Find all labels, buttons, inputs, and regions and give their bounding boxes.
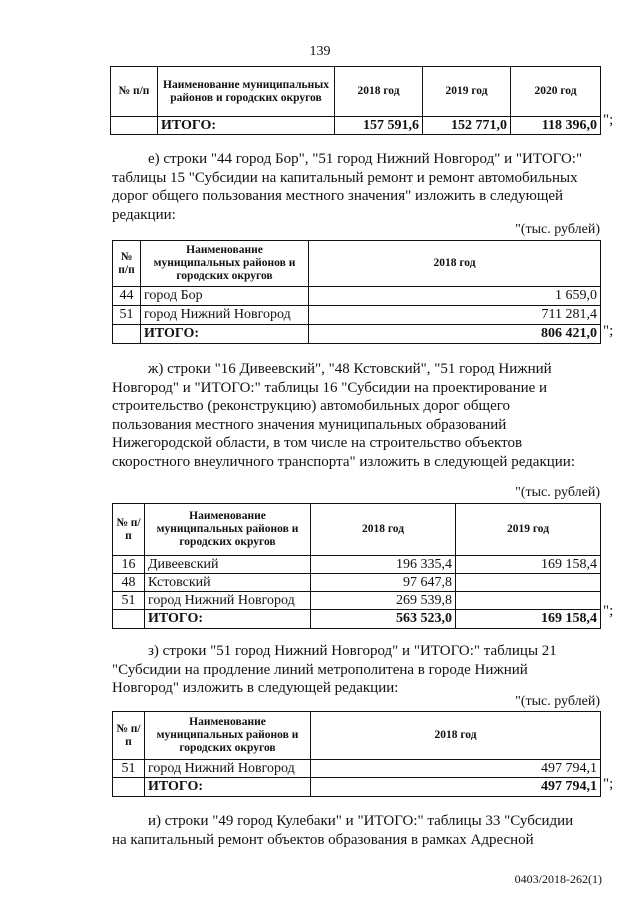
text-line: и) строки "49 город Кулебаки" и "ИТОГО:" таблицы 33 "Субсидии [148,813,574,829]
total-row [111,117,601,135]
row-name: Кстовский [145,574,311,592]
total-row [113,610,601,629]
units-label: "(тыс. рублей) [515,485,600,500]
paragraph-z [112,642,600,698]
col-header-name: Наименование муниципальных районов и городских округов [145,504,311,556]
row-number: 44 [113,287,141,306]
text-line: дорог общего пользования местного значения" изложить в следующей [112,188,564,204]
units-label: "(тыс. рублей) [515,694,600,709]
table-15-fragment [112,240,601,344]
col-header-2019: 2019 год [456,504,601,556]
total-2018: 806 421,0 [309,325,601,344]
row-value-2018: 1 659,0 [309,287,601,306]
col-header-2020: 2020 год [511,67,601,117]
text-line: ж) строки "16 Дивеевский", "48 Кстовский", "51 город Нижний [148,361,552,377]
row-name: город Нижний Новгород [145,592,311,610]
total-label: ИТОГО: [158,117,335,135]
table-1-fragment [110,66,601,135]
row-value-2019 [456,574,601,592]
total-2019: 169 158,4 [456,610,601,629]
col-header-2018: 2018 год [311,504,456,556]
total-label: ИТОГО: [141,325,309,344]
row-name: Дивеевский [145,556,311,574]
text-line: е) строки "44 город Бор", "51 город Нижний Новгород" и "ИТОГО:" [148,151,583,167]
row-value-2018: 196 335,4 [311,556,456,574]
total-row [113,778,601,797]
text-line: Нижегородской области, в том числе на строительство объектов [112,435,523,451]
row-name: город Нижний Новгород [141,306,309,325]
table-16-fragment [112,503,601,629]
row-number: 48 [113,574,145,592]
row-number: 51 [113,592,145,610]
table-21-fragment [112,711,601,797]
table-row [113,574,601,592]
text-line: "Субсидии на продление линий метрополитена в городе Нижний [112,661,528,678]
units-label: "(тыс. рублей) [515,222,600,237]
closing-quote: "; [603,112,614,128]
row-value-2018: 497 794,1 [311,760,601,778]
total-label: ИТОГО: [145,610,311,629]
paragraph-e [112,150,600,224]
row-value-2019: 169 158,4 [456,556,601,574]
col-header-2018: 2018 год [309,241,601,287]
total-label: ИТОГО: [145,778,311,797]
col-header-number: № п/п [113,504,145,556]
closing-quote: "; [603,323,614,339]
table-row [113,556,601,574]
col-header-name: Наименование муниципальных районов и городских округов [141,241,309,287]
col-header-2018: 2018 год [311,712,601,760]
col-header-number: № п/п [111,67,158,117]
text-line: на капитальный ремонт объектов образования в рамках Адресной [112,831,534,848]
total-row [113,325,601,344]
row-value-2018: 711 281,4 [309,306,601,325]
row-value-2018: 269 539,8 [311,592,456,610]
table-row [113,592,601,610]
row-number: 51 [113,306,141,325]
col-header-2018: 2018 год [335,67,423,117]
col-header-number: № п/п [113,712,145,760]
col-header-number: № п/п [113,241,141,287]
text-line: пользования местного значения муниципальных образований [112,416,507,433]
table-row [113,760,601,778]
total-2018: 157 591,6 [335,117,423,135]
row-value-2019 [456,592,601,610]
col-header-name: Наименование муниципальных районов и городских округов [158,67,335,117]
text-line: Новгород" изложить в следующей редакции: [112,680,399,696]
table-row [113,306,601,325]
paragraph-i [112,812,600,849]
row-number: 16 [113,556,145,574]
text-line: скоростного внеуличного транспорта" изложить в следующей редакции: [112,453,576,470]
text-line: редакции: [112,206,176,223]
closing-quote: "; [603,776,614,792]
text-line: Новгород" и "ИТОГО:" таблицы 16 "Субсидии на проектирование и [112,379,548,396]
table-row [113,287,601,306]
col-header-2019: 2019 год [423,67,511,117]
footer-code: 0403/2018-262(1) [514,872,602,886]
total-2018: 563 523,0 [311,610,456,629]
paragraph-zh [112,360,600,471]
text-line: таблицы 15 "Субсидии на капитальный ремонт и ремонт автомобильных [112,169,578,186]
total-2018: 497 794,1 [311,778,601,797]
row-number: 51 [113,760,145,778]
total-2019: 152 771,0 [423,117,511,135]
row-name: город Бор [141,287,309,306]
row-value-2018: 97 647,8 [311,574,456,592]
col-header-name: Наименование муниципальных районов и городских округов [145,712,311,760]
total-2020: 118 396,0 [511,117,601,135]
row-name: город Нижний Новгород [145,760,311,778]
page-number: 139 [309,44,331,59]
text-line: з) строки "51 город Нижний Новгород" и "ИТОГО:" таблицы 21 [148,643,557,659]
text-line: строительство (реконструкцию) автомобильных дорог общего [112,398,511,414]
closing-quote: "; [603,603,614,619]
